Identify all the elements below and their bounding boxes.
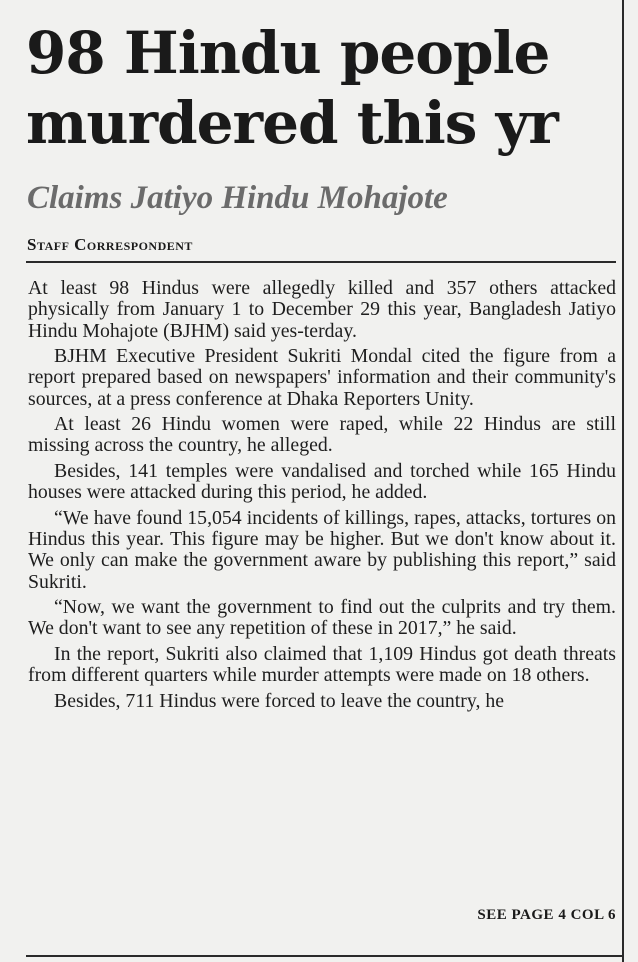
paragraph-1: At least 98 Hindus were allegedly killed and 357 others attacked physically from January 1 to December 29 this year, Bangladesh Jatiyo Hindu Mohajote (BJHM) said yes-terday.	[28, 277, 616, 342]
paragraph-6: “Now, we want the government to find out the culprits and try them. We don't want to see any repetition of these in 2017,” he said.	[28, 596, 616, 640]
headline-line-1: 98 Hindu people	[26, 19, 550, 87]
continued-jump-line: SEE PAGE 4 COL 6	[477, 907, 616, 923]
paragraph-3: At least 26 Hindu women were raped, while 22 Hindus are still missing across the country, he alleged.	[28, 413, 616, 457]
headline-line-2: murdered this yr	[26, 89, 558, 157]
subheadline: Claims Jatiyo Hindu Mohajote	[27, 180, 448, 216]
bottom-rule	[26, 955, 624, 957]
paragraph-7: In the report, Sukriti also claimed that 1,109 Hindus got death threats from different quarters while murder attempts were made on 18 others.	[28, 642, 616, 687]
headline	[26, 18, 616, 158]
column-rule-right	[622, 0, 624, 962]
paragraph-4: Besides, 141 temples were vandalised and torched while 165 Hindu houses were attacked during this period, he added.	[28, 459, 616, 504]
byline-divider	[26, 261, 616, 263]
paragraph-8: Besides, 711 Hindus were forced to leave the country, he	[54, 689, 505, 712]
byline: Staff Correspondent	[27, 235, 193, 254]
paragraph-2: BJHM Executive President Sukriti Mondal cited the figure from a report prepared based on newspapers' information and their community's sources, at a press conference at Dhaka Reporters Unity.	[28, 345, 616, 410]
article-body	[28, 278, 616, 712]
paragraph-5: “We have found 15,054 incidents of killings, rapes, attacks, tortures on Hindus this year. This figure may be higher. But we don't know about it. We only can make the government aware by publishing this report,” said Sukriti.	[28, 506, 616, 593]
